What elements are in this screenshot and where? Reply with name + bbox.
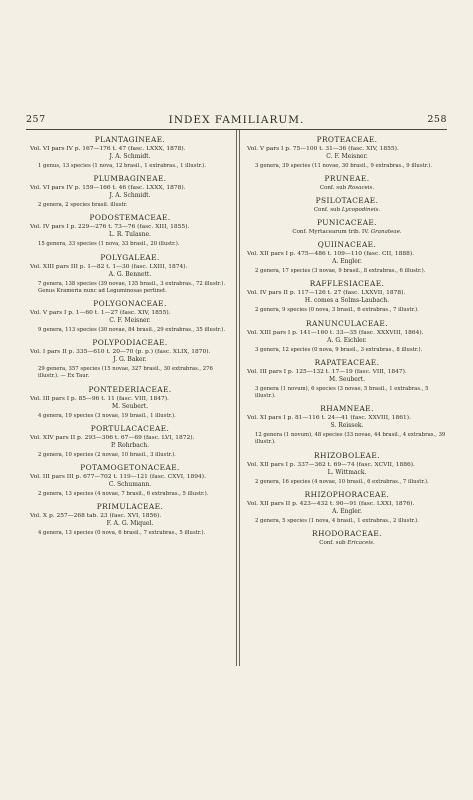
left-column xyxy=(30,135,230,541)
family-name: RHODORACEAE. xyxy=(312,529,382,539)
family-entry xyxy=(247,490,447,525)
cross-reference xyxy=(247,228,447,236)
cross-reference-target: Lycopodineis. xyxy=(341,207,381,214)
genus-species-summary: 3 genera, 39 species (11 novae, 30 brasil., 9 extrabras., 9 illustr.). xyxy=(255,163,433,169)
family-entry xyxy=(30,338,230,380)
family-entry xyxy=(247,279,447,314)
volume-reference: Vol. V pars I p. 75—100 t. 31—36 (fasc. XIV, 1855). xyxy=(247,146,399,152)
author-name: A. Engler. xyxy=(332,507,362,515)
family-name: RAFFLESIACEAE. xyxy=(309,279,385,289)
genus-species-summary: 9 genera, 113 species (30 novae, 84 brasil., 29 extrabras., 35 illustr.). xyxy=(38,327,226,334)
author-name: S. Reissek. xyxy=(330,422,364,430)
genus-species-summary: 2 genera, 5 species (1 nova, 4 brasil., 1 extrabras., 2 illustr.). xyxy=(255,517,419,524)
volume-reference: Vol. XIII pars I p. 141—160 t. 33—35 (fasc. XXXVIII, 1864). xyxy=(247,329,424,336)
family-entry xyxy=(247,218,447,236)
family-entry xyxy=(247,174,447,192)
volume-reference: Vol. IV pars II p. 117—126 t. 27 (fasc. LXXVII, 1878). xyxy=(247,290,406,297)
genus-species-summary: 29 genera, 357 species (15 novae, 327 brasil., 30 extrabras., 276 illustr.). — Ex Taur. xyxy=(38,366,213,380)
genus-species-summary: 2 genera, 16 species (4 novae, 10 brasil., 6 extrabras., 7 illustr.). xyxy=(255,478,429,485)
column-divider-inner xyxy=(239,130,240,666)
family-entry xyxy=(30,463,230,498)
page-number-left: 257 xyxy=(26,114,46,125)
family-entry xyxy=(247,404,447,446)
genus-species-summary: 15 genera, 33 species (1 nova, 33 brasil., 20 illustr.). xyxy=(38,241,180,248)
volume-reference: Vol. I pars II p. 335—610 t. 20—70 (p. p.) (fasc. XLIX, 1870). xyxy=(30,349,211,356)
genus-species-summary: 4 genera, 13 species (0 nova, 6 brasil., 7 extrabras., 5 illustr.). xyxy=(38,530,206,537)
family-entry xyxy=(30,174,230,209)
running-header xyxy=(26,114,447,128)
right-column xyxy=(247,135,447,551)
family-name: RHIZOPHORACEAE. xyxy=(304,489,390,499)
family-entry xyxy=(30,135,230,170)
page-number-right: 258 xyxy=(427,114,447,125)
column-divider xyxy=(236,130,237,666)
author-name: H. comes a Solms-Laubach. xyxy=(304,297,390,305)
family-entry xyxy=(247,358,447,400)
family-entry xyxy=(247,135,447,170)
volume-reference: Vol. XIII pars III p. 1—82 t. 1—30 (fasc. LXIII, 1874). xyxy=(30,263,188,270)
family-name: PONTEDERIACEAE. xyxy=(88,384,172,394)
family-name: PSILOTACEAE. xyxy=(315,196,379,206)
author-name: J. A. Schmidt. xyxy=(109,192,151,200)
author-name: A. G. Bennett. xyxy=(108,270,152,278)
family-entry xyxy=(247,196,447,214)
family-entry xyxy=(30,253,230,295)
genus-species-summary: 2 genera, 13 species (4 novae, 7 brasil., 6 extrabras., 5 illustr.). xyxy=(38,491,209,498)
family-name: RAPATEACEAE. xyxy=(314,357,380,367)
volume-reference: Vol. XIV pars II p. 293—306 t. 67—69 (fasc. LVI, 1872). xyxy=(30,434,195,441)
family-name: RHAMNEAE. xyxy=(320,404,374,414)
volume-reference: Vol. III pars III p. 677—702 t. 119—121 (fasc. CXVI, 1894). xyxy=(30,474,206,481)
family-name: PORTULACACEAE. xyxy=(90,423,170,433)
volume-reference: Vol. V pars I p. 1—60 t. 1—27 (fasc. XIV, 1855). xyxy=(30,310,171,317)
volume-reference: Vol. VI pars IV p. 167—176 t. 47 (fasc. LXXX, 1878). xyxy=(30,146,186,152)
author-name: L. Wittmack. xyxy=(327,468,367,476)
genus-species-summary: 3 genera, 12 species (0 nova, 9 brasil., 3 extrabras., 8 illustr.). xyxy=(255,346,423,353)
family-entry xyxy=(30,385,230,420)
family-name: RHIZOBOLEAE. xyxy=(314,450,380,460)
running-title: INDEX FAMILIARUM. xyxy=(168,114,305,126)
volume-reference: Vol. VI pars IV p. 159—166 t. 46 (fasc. LXXX, 1878). xyxy=(30,185,186,192)
cross-reference xyxy=(247,184,447,192)
author-name: F. A. G. Miquel. xyxy=(106,520,154,528)
genus-species-summary: 12 genera (1 novum), 48 species (33 novae, 44 brasil., 4 extrabras., 39 illustr.). xyxy=(255,432,446,446)
volume-reference: Vol. IV pars I p. 229—276 t. 73—76 (fasc. XIII, 1855). xyxy=(30,224,190,231)
family-name: POTAMOGETONACEAE. xyxy=(80,463,180,473)
family-name: PLUMBAGINEAE. xyxy=(93,174,167,184)
author-name: A. G. Eichler. xyxy=(327,336,367,344)
author-name: M. Seubert. xyxy=(111,402,149,410)
family-name: PRUNEAE. xyxy=(324,174,370,184)
cross-reference-target: Rosaceis. xyxy=(347,185,375,192)
author-name: C. F. Meisner. xyxy=(109,317,151,325)
volume-reference: Vol. XI pars I p. 81—116 t. 24—41 (fasc. XXVIII, 1861). xyxy=(247,415,411,422)
cross-reference-prefix: Conf. sub xyxy=(319,540,348,547)
genus-species-summary: 2 genera, 10 species (2 novae, 10 brasil., 3 illustr.). xyxy=(38,451,176,458)
genus-species-summary: 7 genera, 138 species (39 novae, 135 brasil., 3 extrabras., 72 illustr.). xyxy=(38,280,226,287)
author-name: M. Seubert. xyxy=(328,375,366,383)
author-name: C. F. Meisner. xyxy=(326,153,368,160)
family-entry xyxy=(30,213,230,248)
genus-species-summary: 4 genera, 19 species (3 novae, 19 brasil., 1 illustr.). xyxy=(38,412,176,419)
volume-reference: Vol. III pars I p. 125—132 t. 17—19 (fasc. VIII, 1847). xyxy=(247,368,407,375)
volume-reference: Vol. III pars I p. 85—96 t. 11 (fasc. VIII, 1847). xyxy=(30,395,169,402)
family-entry xyxy=(30,424,230,459)
cross-reference-target: Granateae. xyxy=(370,229,402,236)
author-name: A. Engler. xyxy=(332,258,362,266)
family-name: PODOSTEMACEAE. xyxy=(89,213,171,223)
author-name: P. Rohrbach. xyxy=(110,441,150,449)
family-name: POLYPODIACEAE. xyxy=(92,338,168,348)
family-name: PUNICACEAE. xyxy=(317,218,377,228)
genus-species-summary: 2 genera, 2 species brasil. illustr. xyxy=(38,202,128,209)
family-name: POLYGONACEAE. xyxy=(93,299,167,309)
family-name: PRIMULACEAE. xyxy=(96,502,164,512)
genus-species-summary: 2 genera, 9 species (0 nova, 3 brasil., 6 extrabras., 7 illustr.). xyxy=(255,307,419,314)
genus-species-summary: 1 genus, 13 species (1 nova, 12 brasil., 1 extrabras., 1 illustr.). xyxy=(38,163,206,169)
volume-reference: Vol. X p. 257—268 tab. 23 (fasc. XVI, 1856). xyxy=(30,513,162,520)
family-name: RANUNCULACEAE. xyxy=(306,318,388,328)
cross-reference-prefix: Conf. sub xyxy=(319,185,348,192)
author-name: J. G. Baker. xyxy=(113,356,147,364)
cross-reference-prefix: Conf. Myrtacearum trib. IV. xyxy=(292,229,371,236)
family-entry xyxy=(30,502,230,537)
genus-species-summary: 3 genera (1 novum), 6 species (3 novae, 5 brasil., 1 extrabras., 5 illustr.). xyxy=(255,385,429,400)
volume-reference: Vol. XII pars I p. 475—486 t. 109—110 (fasc. CII, 1888). xyxy=(247,251,415,258)
author-name: C. Schumann. xyxy=(108,481,152,489)
author-name: L. R. Tulasne. xyxy=(109,231,151,239)
volume-reference: Vol. XII pars I p. 337—362 t. 69—74 (fasc. XCVII, 1886). xyxy=(247,461,415,468)
taxonomic-note: Genus Krameria nunc ad Leguminosas pertinet. xyxy=(38,287,167,294)
cross-reference xyxy=(247,539,447,547)
cross-reference-prefix: Conf. sub xyxy=(313,207,342,214)
family-name: PLANTAGINEAE. xyxy=(94,135,166,144)
volume-reference: Vol. XII pars II p. 423—432 t. 90—91 (fasc. LXXI, 1876). xyxy=(247,500,415,507)
family-entry xyxy=(247,319,447,354)
family-name: QUIINACEAE. xyxy=(317,240,377,250)
family-name: POLYGALEAE. xyxy=(100,252,160,262)
genus-species-summary: 2 genera, 17 species (3 novae, 9 brasil., 8 extrabras., 6 illustr.). xyxy=(255,268,426,275)
cross-reference-target: Ericaceis. xyxy=(347,540,375,547)
family-entry xyxy=(30,299,230,334)
cross-reference xyxy=(247,206,447,214)
family-entry xyxy=(247,240,447,275)
author-name: J. A. Schmidt. xyxy=(109,153,151,160)
family-entry xyxy=(247,529,447,547)
family-entry xyxy=(247,451,447,486)
family-name: PROTEACEAE. xyxy=(316,135,378,144)
